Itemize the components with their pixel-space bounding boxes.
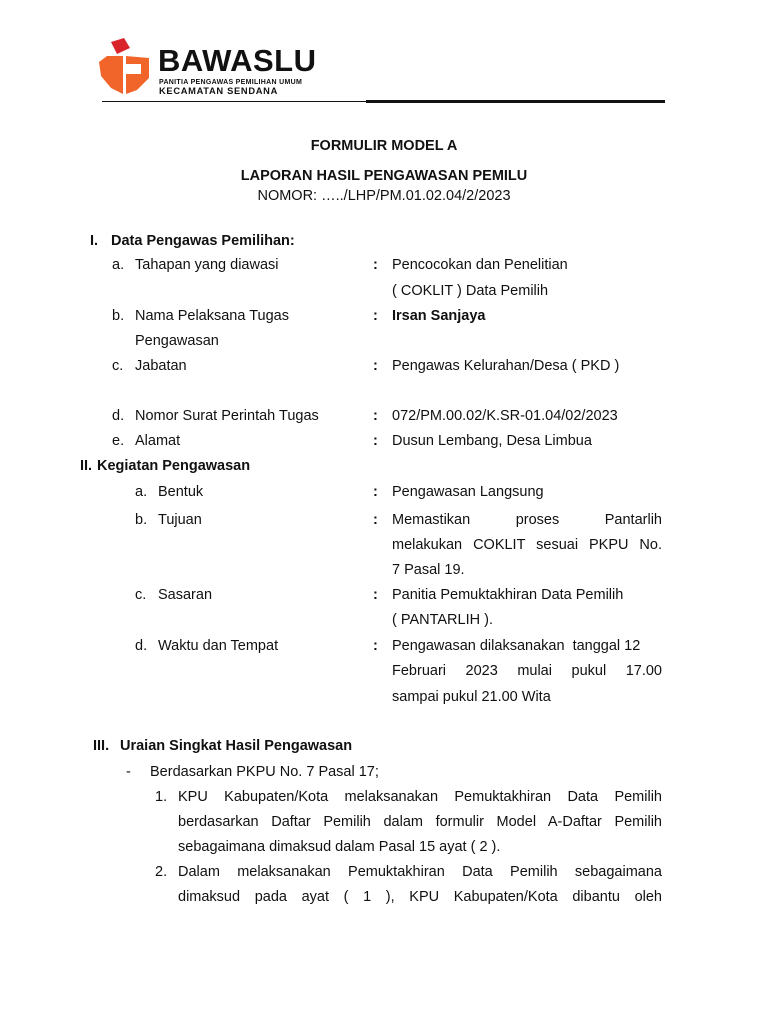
field-value: Irsan Sanjaya [392, 308, 486, 324]
logo-wordmark: BAWASLU [158, 43, 317, 78]
section-heading: Kegiatan Pengawasan [97, 458, 251, 474]
field-value: 072/PM.00.02/K.SR-01.04/02/2023 [392, 408, 618, 424]
row-letter: b. [135, 512, 148, 528]
field-label: Tahapan yang diawasi [135, 257, 279, 273]
intro-text: Berdasarkan PKPU No. 7 Pasal 17; [150, 764, 379, 780]
separator-colon: : [373, 638, 378, 654]
row-letter: d. [135, 638, 148, 654]
field-value: 7 Pasal 19. [392, 562, 465, 578]
item-number: 2. [155, 864, 168, 880]
field-label: Nama Pelaksana Tugas [135, 308, 289, 324]
field-value: Memastikan proses Pantarlih [392, 512, 662, 528]
item-text: dimaksud pada ayat ( 1 ), KPU Kabupaten/Kota dibantu oleh [178, 889, 662, 905]
separator-colon: : [373, 257, 378, 273]
item-text: Dalam melaksanakan Pemuktakhiran Data Pemilih sebagaimana [178, 864, 662, 880]
field-value: Februari 2023 mulai pukul 17.00 [392, 663, 662, 679]
separator-colon: : [373, 587, 378, 603]
field-label: Nomor Surat Perintah Tugas [135, 408, 319, 424]
row-letter: a. [135, 484, 148, 500]
logo-subtitle: PANITIA PENGAWAS PEMILIHAN UMUM [159, 79, 303, 86]
header-rule-thick [366, 100, 665, 103]
row-letter: e. [112, 433, 125, 449]
item-number: 1. [155, 789, 168, 805]
row-letter: c. [135, 587, 147, 603]
section-heading: Data Pengawas Pemilihan: [111, 233, 295, 249]
field-value: ( COKLIT ) Data Pemilih [392, 283, 549, 299]
row-letter: a. [112, 257, 125, 273]
field-value: ( PANTARLIH ). [392, 612, 493, 628]
field-label: Bentuk [158, 484, 204, 500]
field-label: Jabatan [135, 358, 187, 374]
section-heading: Uraian Singkat Hasil Pengawasan [120, 738, 353, 754]
separator-colon: : [373, 433, 378, 449]
field-value: Pencocokan dan Penelitian [392, 257, 568, 273]
field-label: Waktu dan Tempat [158, 638, 279, 654]
logo-region: KECAMATAN SENDANA [159, 86, 278, 96]
field-value: Pengawasan Langsung [392, 484, 544, 500]
field-label: Alamat [135, 433, 181, 449]
field-value: Pengawas Kelurahan/Desa ( PKD ) [392, 358, 620, 374]
row-letter: c. [112, 358, 124, 374]
header-rule-thin [102, 101, 366, 102]
report-title: LAPORAN HASIL PENGAWASAN PEMILU [240, 168, 528, 184]
field-value: Pengawasan dilaksanakan tanggal 12 [392, 638, 641, 654]
row-letter: b. [112, 308, 125, 324]
field-value: Panitia Pemuktakhiran Data Pemilih [392, 587, 624, 603]
field-value: Dusun Lembang, Desa Limbua [392, 433, 592, 449]
report-number: NOMOR: …../LHP/PM.01.02.04/2/2023 [257, 188, 511, 204]
separator-colon: : [373, 512, 378, 528]
section-numeral: I. [90, 233, 99, 249]
list-dash: - [126, 764, 131, 780]
separator-colon: : [373, 358, 378, 374]
section-numeral: II. [80, 458, 93, 474]
row-letter: d. [112, 408, 125, 424]
form-title: FORMULIR MODEL A [310, 138, 458, 154]
separator-colon: : [373, 308, 378, 324]
field-label: Tujuan [158, 512, 202, 528]
bawaslu-emblem-icon [97, 38, 151, 96]
field-label: Sasaran [158, 587, 213, 603]
item-text: berdasarkan Daftar Pemilih dalam formulir Model A-Daftar Pemilih [178, 814, 662, 830]
separator-colon: : [373, 484, 378, 500]
item-text: KPU Kabupaten/Kota melaksanakan Pemuktakhiran Data Pemilih [178, 789, 662, 805]
separator-colon: : [373, 408, 378, 424]
item-text: sebagaimana dimaksud dalam Pasal 15 ayat ( 2 ). [178, 839, 501, 855]
field-value: sampai pukul 21.00 Wita [392, 689, 551, 705]
section-numeral: III. [93, 738, 110, 754]
field-label: Pengawasan [135, 333, 219, 349]
field-value: melakukan COKLIT sesuai PKPU No. [392, 537, 662, 553]
